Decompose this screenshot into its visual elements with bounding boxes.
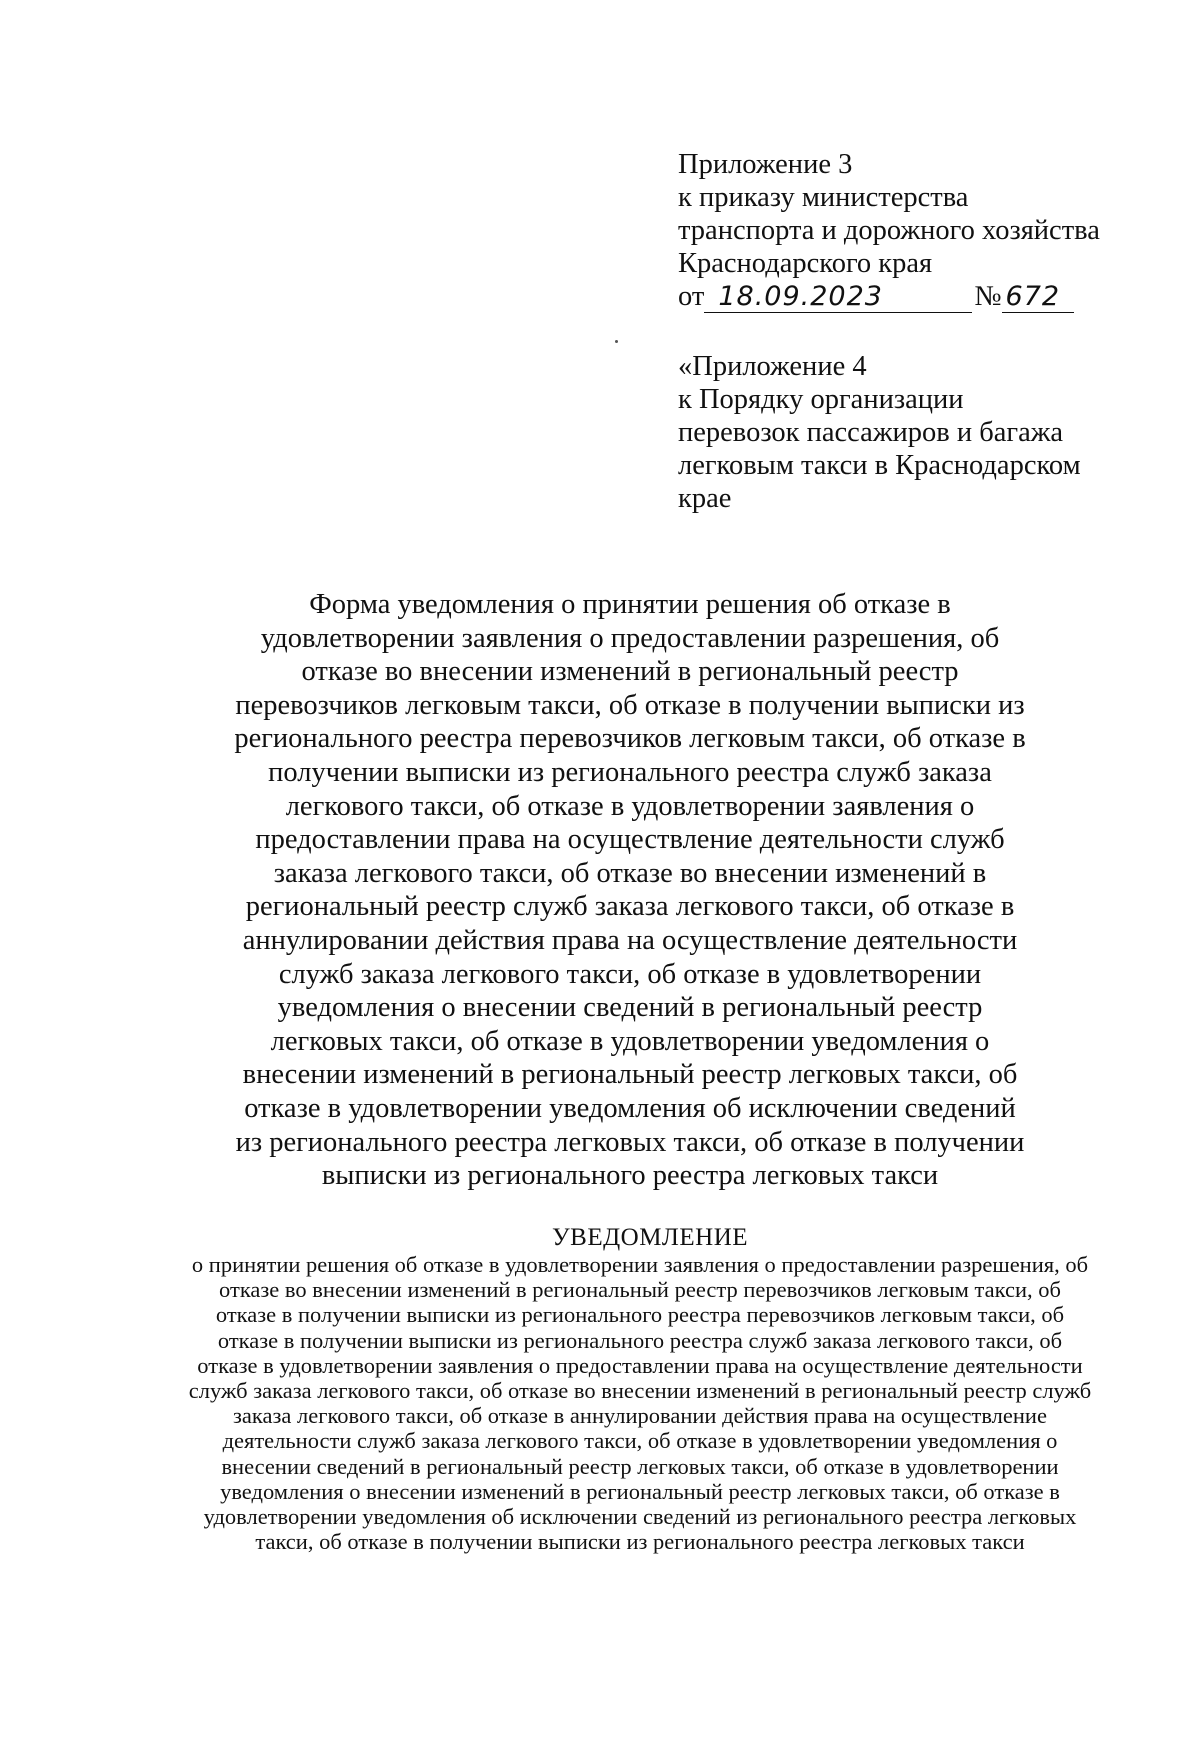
notice-line: о принятии решения об отказе в удовлетворении заявления о предоставлении разрешения, об [191,1252,1089,1277]
date-prefix: от [678,281,705,312]
annex-4-line: «Приложение 4 [678,351,867,382]
form-title-line: предоставлении права на осуществление деятельности служб [255,824,1005,856]
annex-3-line: Приложение 3 [678,149,853,180]
form-title-line: легковых такси, об отказе в удовлетворении уведомления о [270,1025,990,1057]
annex-4-header [678,350,1158,515]
notice-line: деятельности служб заказа легкового такси, об отказе в удовлетворении уведомления о [222,1428,1058,1454]
annex-3-line: транспорта и дорожного хозяйства [678,215,1100,246]
form-title-line: служб заказа легкового такси, об отказе в удовлетворении [278,958,982,990]
annex-3-header [678,148,1158,313]
notice-line: удовлетворении уведомления об исключении сведений из регионального реестра легковых [203,1504,1077,1530]
notice-line: отказе в получении выписки из регионального реестра служб заказа легкового такси, об [217,1327,1063,1353]
form-title-line: аннулировании действия права на осуществление деятельности [242,924,1018,956]
annex-4-line: крае [678,483,732,514]
notice-line: отказе во внесении изменений в региональный реестр перевозчиков легковым такси, об [219,1277,1061,1303]
notice-line: такси, об отказе в получении выписки из регионального реестра легковых такси [255,1529,1025,1555]
notice-heading: УВЕДОМЛЕНИЕ [551,1224,749,1251]
form-title-line: Форма уведомления о принятии решения об отказе в [309,589,951,620]
notice-body [130,1252,1150,1554]
order-date-handwritten: 18.09.2023 [704,282,972,313]
form-title-line: удовлетворении заявления о предоставлении разрешения, об [260,622,1000,654]
form-title-line: отказе в удовлетворении уведомления об исключении сведений [244,1092,1016,1124]
form-title-line: выписки из регионального реестра легковых такси [321,1160,939,1192]
form-title-line: из регионального реестра легковых такси, об отказе в получении [235,1126,1025,1158]
form-title-line: получении выписки из регионального реестра служб заказа [268,756,992,788]
notice-line: уведомления о внесении изменений в региональный реестр легковых такси, об отказе в [220,1478,1060,1504]
notice-line: внесении сведений в региональный реестр легковых такси, об отказе в удовлетворении [221,1453,1059,1479]
annex-4-line: легковым такси в Краснодарском [678,450,1081,481]
form-title-line: заказа легкового такси, об отказе во внесении изменений в [273,857,987,889]
form-title-line: уведомления о внесении сведений в региональный реестр [277,992,983,1024]
annex-4-line: к Порядку организации [678,384,964,415]
notice-line: заказа легкового такси, об отказе в аннулировании действия права на осуществление [233,1403,1047,1429]
form-title-line: внесении изменений в региональный реестр легковых такси, об [242,1059,1018,1091]
form-title-line: регионального реестра перевозчиков легковым такси, об отказе в [234,723,1026,755]
annex-4-line: перевозок пассажиров и багажа [678,417,1064,448]
order-number-handwritten: 672 [1002,282,1074,313]
form-title-line: легкового такси, об отказе в удовлетворении заявления о [285,790,975,822]
annex-3-line: Краснодарского края [678,248,933,279]
scan-speck [615,340,618,343]
order-date-number-row [678,280,1158,313]
form-title-line: отказе во внесении изменений в региональный реестр [301,656,959,688]
form-title-line: перевозчиков легковым такси, об отказе в получении выписки из [235,689,1025,721]
form-title [200,588,1060,1193]
number-sign: № [974,281,1002,312]
notice-line: служб заказа легкового такси, об отказе во внесении изменений в региональный реестр служб [188,1378,1092,1404]
form-title-line: региональный реестр служб заказа легкового такси, об отказе в [245,891,1015,923]
notice-line: отказе в получении выписки из регионального реестра перевозчиков легковым такси, об [215,1302,1065,1328]
annex-3-line: к приказу министерства [678,182,969,213]
notice-line: отказе в удовлетворении заявления о предоставлении права на осуществление деятельности [197,1352,1083,1378]
